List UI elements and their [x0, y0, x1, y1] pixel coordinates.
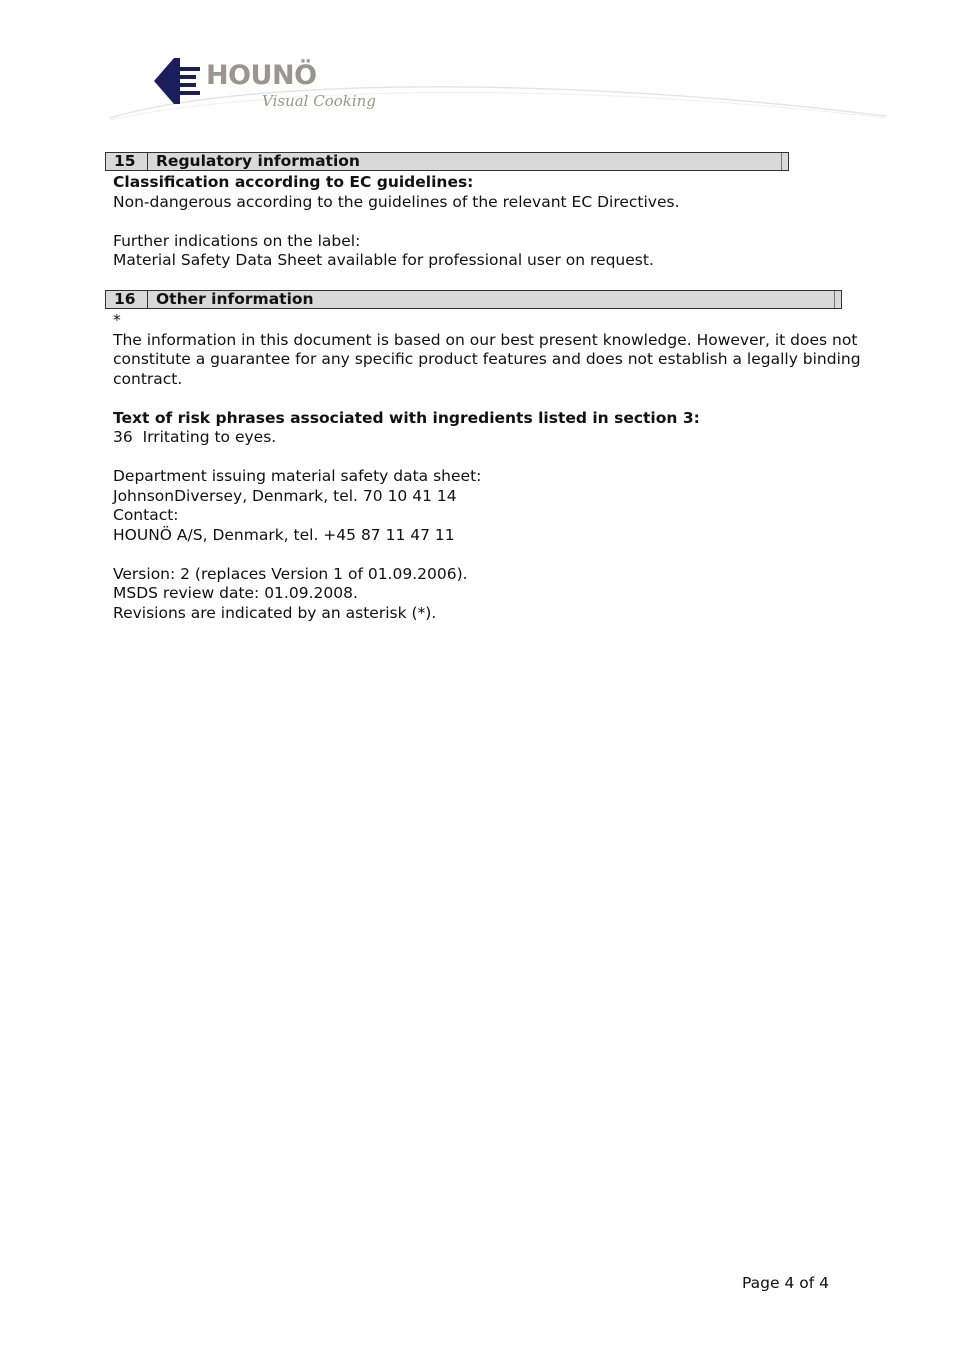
- section-bar-tail: [781, 153, 788, 170]
- revision-asterisk: *: [113, 311, 121, 329]
- contact-value: HOUNÖ A/S, Denmark, tel. +45 87 11 47 11: [113, 525, 455, 544]
- department-value: JohnsonDiversey, Denmark, tel. 70 10 41 14: [113, 486, 457, 505]
- department-label: Department issuing material safety data sheet:: [113, 467, 482, 485]
- section-title: Regulatory information: [156, 152, 360, 170]
- contact-label: Contact:: [113, 506, 179, 524]
- review-date-line: MSDS review date: 01.09.2008.: [113, 584, 358, 602]
- section-15-header: [105, 152, 789, 171]
- version-line: Version: 2 (replaces Version 1 of 01.09.2006).: [113, 564, 468, 583]
- logo-tagline: Visual Cooking: [262, 92, 376, 110]
- classification-text: Non-dangerous according to the guidelines of the relevant EC Directives.: [113, 192, 680, 211]
- label-heading: Further indications on the label:: [113, 231, 361, 250]
- revisions-note: Revisions are indicated by an asterisk (*).: [113, 603, 437, 622]
- logo-wordmark: HOUNÖ: [206, 60, 317, 91]
- risk-phrases-heading: Text of risk phrases associated with ingredients listed in section 3:: [113, 408, 700, 427]
- classification-heading: Classification according to EC guidelines:: [113, 173, 474, 191]
- section-title: Other information: [156, 290, 314, 308]
- section-number: 16: [106, 291, 148, 308]
- disclaimer-paragraph: The information in this document is based on our best present knowledge. However, it does not constitute a guarantee for any specific product features and does not establish a legally binding contract.: [113, 330, 861, 388]
- section-16-header: [105, 290, 842, 309]
- label-text: Material Safety Data Sheet available for professional user on request.: [113, 251, 654, 269]
- page-number: Page 4 of 4: [742, 1274, 829, 1292]
- risk-phrase: 36 Irritating to eyes.: [113, 428, 277, 446]
- section-number: 15: [106, 153, 148, 170]
- section-bar-tail: [834, 291, 841, 308]
